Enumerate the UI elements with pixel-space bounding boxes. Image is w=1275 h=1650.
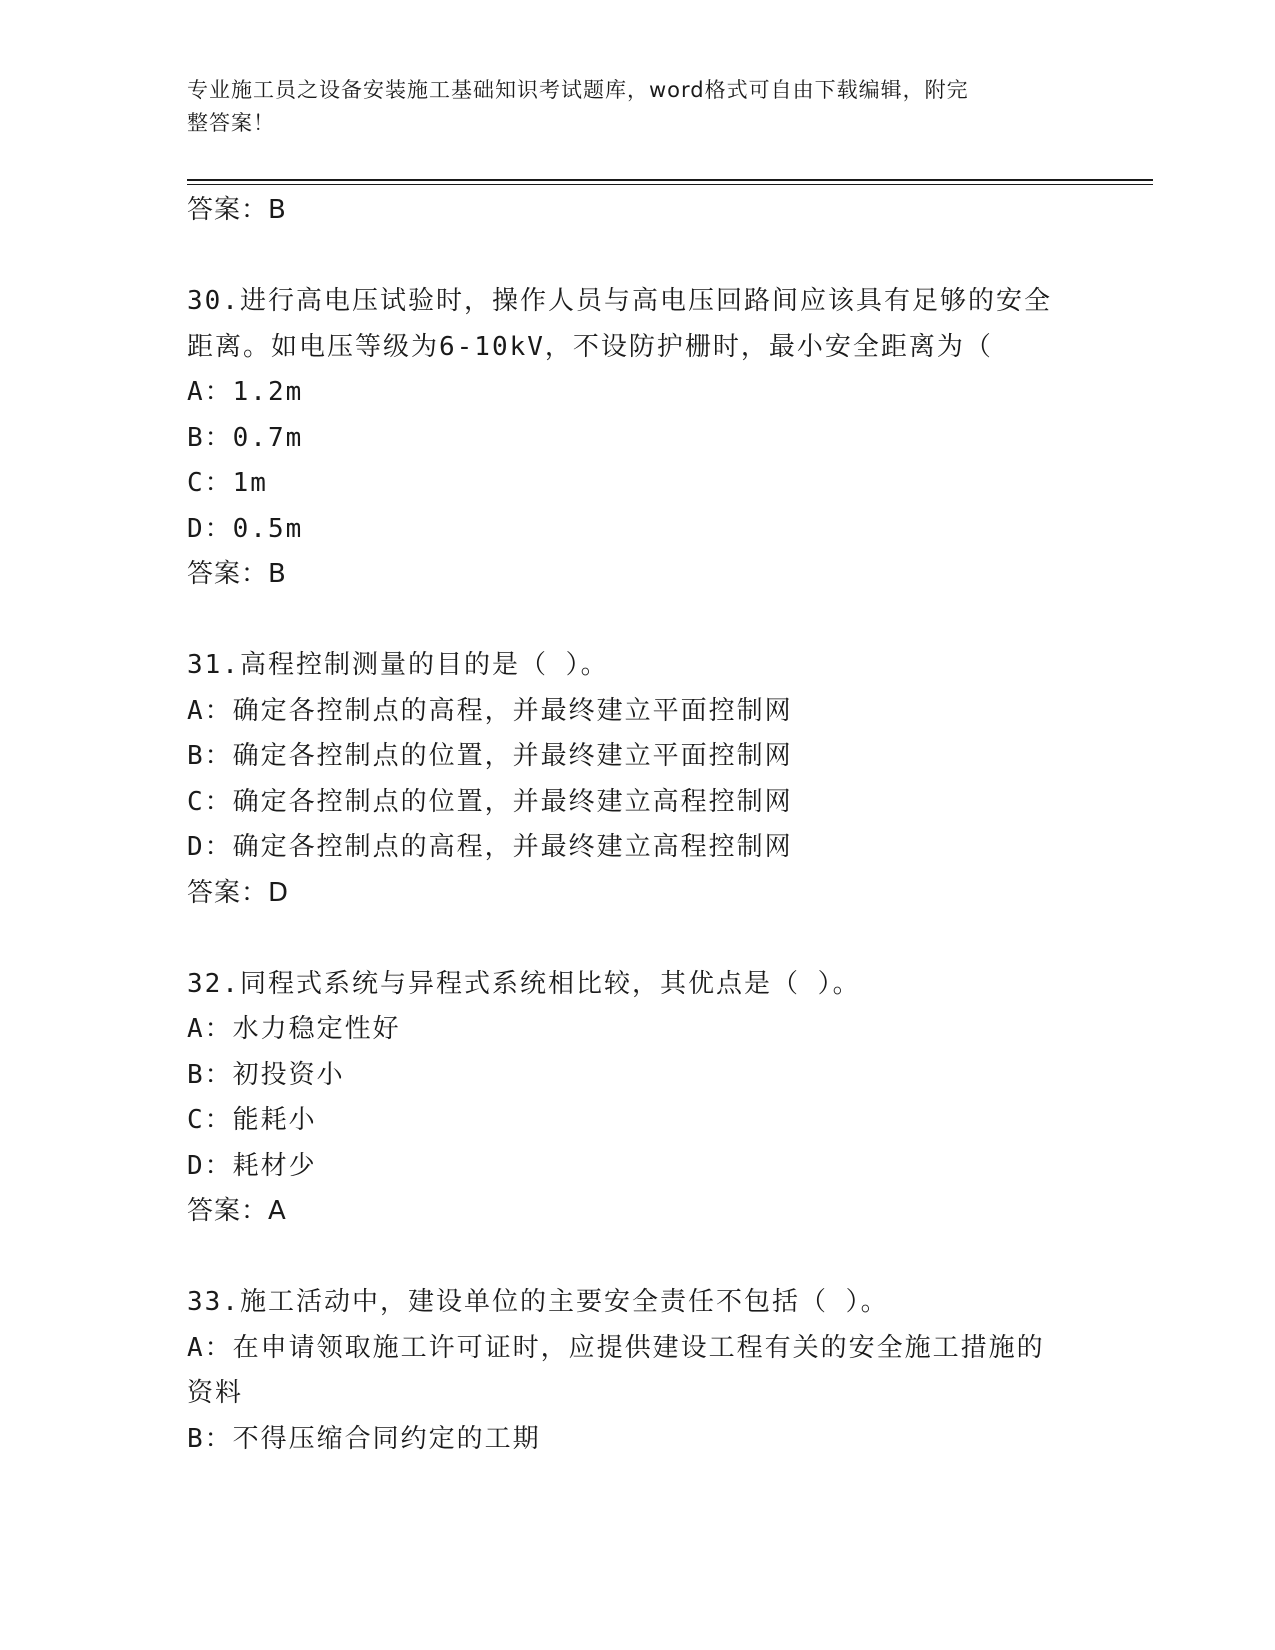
spacer — [187, 234, 1087, 280]
question-32 — [187, 962, 1087, 1235]
question-text: 距离。如电压等级为6-10kV，不设防护栅时，最小安全距离为（ — [187, 331, 993, 362]
question-30 — [187, 279, 1087, 598]
question-31 — [187, 643, 1087, 916]
question-text: 30.进行高电压试验时，操作人员与高电压回路间应该具有足够的安全 — [187, 286, 1052, 316]
option-a: A：1.2m — [187, 377, 304, 407]
option-a: A：确定各控制点的高程，并最终建立平面控制网 — [187, 695, 793, 726]
option-c: C：能耗小 — [187, 1105, 317, 1135]
question-content — [187, 188, 1087, 1462]
header-divider-thick — [187, 179, 1153, 181]
option-c: C：1m — [187, 468, 268, 498]
option-a: A：水力稳定性好 — [187, 1014, 401, 1044]
previous-answer: 答案：B — [187, 195, 287, 225]
option-b: B：确定各控制点的位置，并最终建立平面控制网 — [187, 741, 793, 771]
document-header — [187, 74, 1067, 140]
option-d: D：确定各控制点的高程，并最终建立高程控制网 — [187, 832, 793, 862]
header-divider-thin — [187, 184, 1153, 185]
question-text: 31.高程控制测量的目的是（ ）。 — [187, 650, 609, 680]
option-a-continued: 资料 — [187, 1378, 244, 1408]
question-text: 32.同程式系统与异程式系统相比较，其优点是（ ）。 — [187, 968, 861, 999]
option-d: D：耗材少 — [187, 1150, 317, 1181]
option-d: D：0.5m — [187, 513, 304, 544]
option-b: B：不得压缩合同约定的工期 — [187, 1423, 541, 1454]
header-line-1: 专业施工员之设备安装施工基础知识考试题库，word格式可自由下载编辑，附完 — [187, 78, 969, 102]
option-c: C：确定各控制点的位置，并最终建立高程控制网 — [187, 786, 793, 817]
answer: 答案：B — [187, 559, 287, 589]
spacer — [187, 1235, 1087, 1281]
option-b: B：0.7m — [187, 422, 304, 453]
answer: 答案：A — [187, 1196, 287, 1226]
spacer — [187, 598, 1087, 644]
question-33 — [187, 1280, 1087, 1462]
answer: 答案：D — [187, 877, 290, 908]
question-text: 33.施工活动中，建设单位的主要安全责任不包括（ ）。 — [187, 1287, 889, 1317]
spacer — [187, 916, 1087, 962]
option-a: A：在申请领取施工许可证时，应提供建设工程有关的安全施工措施的 — [187, 1332, 1045, 1363]
option-b: B：初投资小 — [187, 1059, 345, 1090]
header-line-2: 整答案！ — [187, 111, 275, 135]
